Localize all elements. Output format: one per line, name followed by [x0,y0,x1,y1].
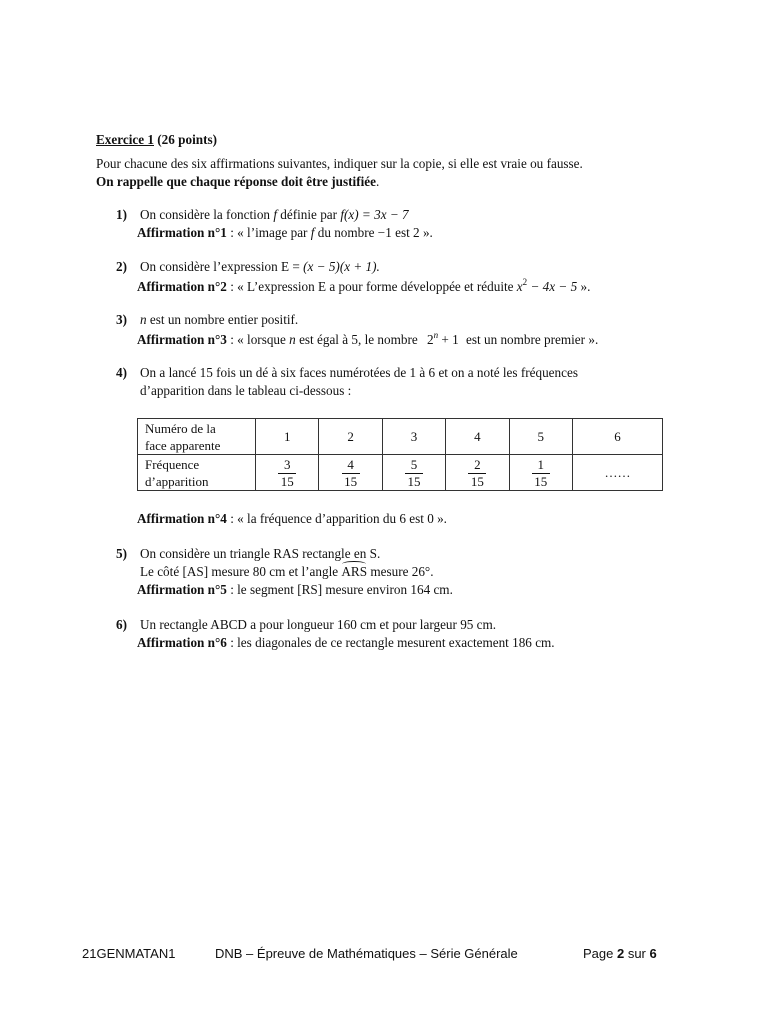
item-4-statement [116,365,578,381]
affirmation-5-label: Affirmation n°5 [137,582,227,597]
footer-page [583,946,657,961]
affirmation-3-formula-b: + 1 [438,332,459,347]
affirmation-3-n: n [289,332,296,347]
table-header-face [138,419,256,455]
exercise-title: Exercice 1 [96,132,154,147]
affirmation-3-formula-a: 2 [427,332,434,347]
numerator: 1 [537,456,544,472]
item-3-number: 3) [116,312,127,327]
item-1-statement [116,207,409,223]
affirmation-3-text-b: est égal à 5, le nombre [295,332,422,347]
page-mid: sur [624,946,650,961]
item-6-number: 6) [116,617,127,632]
affirmation-6-label: Affirmation n°6 [137,635,227,650]
affirmation-1-label: Affirmation n°1 [137,225,227,240]
footer-code: 21GENMATAN1 [82,946,176,961]
frequency-label-a: Fréquence [145,456,200,472]
item-4-line-2: d’apparition dans le tableau ci-dessous : [140,383,352,398]
affirmation-1-f: f [310,225,315,240]
affirmation-4 [137,511,447,527]
numerator: 5 [410,456,418,472]
fraction [342,458,360,489]
affirmation-1 [137,225,433,241]
item-1-number: 1) [116,207,127,222]
item-3-text-a: est un nombre entier positif. [146,312,299,327]
item-6-line-1: Un rectangle ABCD a pour longueur 160 cm et pour largeur 95 cm. [140,617,497,632]
table-row [138,419,663,455]
face-label-b: face apparente [145,437,221,453]
item-5-statement [116,546,380,562]
affirmation-3-text-a: : « lorsque [226,332,290,347]
footer-title: DNB – Épreuve de Mathématiques – Série Générale [215,946,518,961]
exercise-reminder [96,174,379,190]
denominator: 15 [534,473,548,489]
item-2-number: 2) [116,259,127,274]
exercise-points: (26 points) [157,132,217,147]
face-cell: 1 [256,419,319,455]
denominator: 15 [407,473,421,489]
page-current: 2 [616,946,625,961]
item-5-number: 5) [116,546,127,561]
page-total: 6 [649,946,657,961]
item-2-formula: (x − 5)(x + 1). [303,259,380,274]
frequency-cell [446,455,509,491]
denominator: 15 [344,473,358,489]
affirmation-3-label: Affirmation n°3 [137,332,227,347]
face-cell: 3 [382,419,445,455]
item-3-statement [116,312,298,328]
item-6-statement [116,617,496,633]
face-cell: 6 [572,419,662,455]
exercise-heading [96,132,217,148]
fraction [278,458,296,489]
fraction [405,458,423,489]
face-cell: 4 [446,419,509,455]
affirmation-6-text: : les diagonales de ce rectangle mesurent exactement 186 cm. [226,635,555,650]
affirmation-6 [137,635,555,651]
item-5-line-2 [140,564,434,580]
affirmation-4-text: : « la fréquence d’apparition du 6 est 0 ». [226,511,447,526]
item-2-text-a: On considère l’expression E = [140,259,304,274]
denominator: 15 [470,473,484,489]
frequency-table [137,418,663,491]
affirmation-2-formula-sup: 2 [522,277,528,287]
item-2-statement [116,259,380,275]
affirmation-2-formula-b: − 4x − 5 [527,279,578,294]
table-row [138,455,663,491]
numerator: 3 [283,456,291,472]
face-cell: 2 [319,419,382,455]
reminder-text: On rappelle que chaque réponse doit être justifiée [96,174,376,189]
frequency-label-b: d’apparition [145,473,209,489]
affirmation-5-text: : le segment [RS] mesure environ 164 cm. [226,582,453,597]
frequency-cell [509,455,572,491]
affirmation-2 [137,277,590,295]
item-1-f: f [273,207,277,222]
affirmation-2-text-b: ». [577,279,591,294]
affirmation-1-text-a: : « l’image par [226,225,311,240]
numerator: 4 [347,456,354,472]
item-4-number: 4) [116,365,127,380]
frequency-cell [319,455,382,491]
frequency-cell-missing: …… [572,455,662,491]
affirmation-2-text-a: : « L’expression E a pour forme développée et réduite [226,279,517,294]
affirmation-1-text-b: du nombre −1 est 2 ». [314,225,433,240]
affirmation-4-label: Affirmation n°4 [137,511,227,526]
item-5-text-a: Le côté [AS] mesure 80 cm et l’angle [140,564,342,579]
table-header-frequency [138,455,256,491]
item-1-text-a: On considère la fonction [140,207,274,222]
frequency-cell [382,455,445,491]
affirmation-3-text-c: est un nombre premier ». [462,332,599,347]
fraction [468,458,486,489]
page-prefix: Page [583,946,617,961]
reminder-end: . [375,174,380,189]
affirmation-3 [137,330,598,348]
numerator: 2 [474,456,481,472]
face-label-a: Numéro de la [145,420,216,436]
angle-ars: ARS [341,564,368,579]
item-1-text-b: définie par [276,207,341,222]
fraction [532,458,550,489]
affirmation-2-label: Affirmation n°2 [137,279,227,294]
item-5-text-b: mesure 26°. [367,564,434,579]
affirmation-5 [137,582,453,598]
item-5-line-1: On considère un triangle RAS rectangle en S. [140,546,381,561]
item-3-n: n [140,312,147,327]
affirmation-3-formula-sup: n [433,330,439,340]
face-cell: 5 [509,419,572,455]
exercise-intro: Pour chacune des six affirmations suivantes, indiquer sur la copie, si elle est vraie ou fausse. [96,156,583,171]
item-1-formula: f(x) = 3x − 7 [340,207,409,222]
denominator: 15 [280,473,294,489]
affirmation-2-formula-a: x [516,279,523,294]
item-4-line-1: On a lancé 15 fois un dé à six faces numérotées de 1 à 6 et on a noté les fréquences [140,365,578,380]
frequency-cell [256,455,319,491]
